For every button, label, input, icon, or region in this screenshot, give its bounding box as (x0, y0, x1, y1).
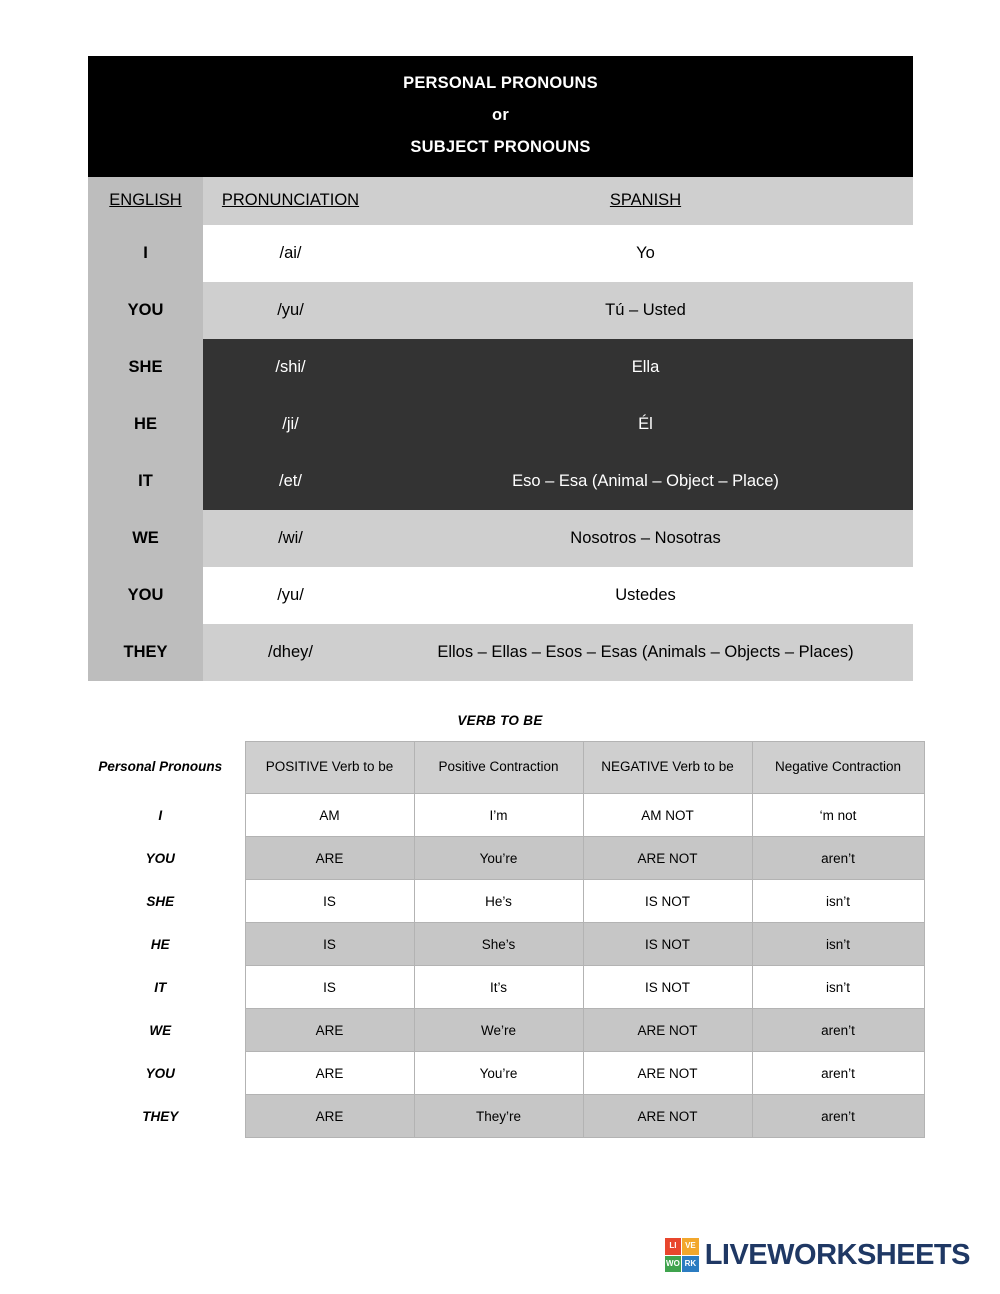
personal-pronouns-table (88, 56, 913, 681)
cell-pronunciation: /shi/ (203, 339, 378, 396)
column-header-positive: POSITIVE Verb to be (245, 742, 414, 794)
cell-english: YOU (88, 567, 203, 624)
cell-spanish: Ellos – Ellas – Esos – Esas (Animals – Objects – Places) (378, 624, 913, 681)
table-title-cell (88, 56, 913, 177)
column-header-negative-contraction: Negative Contraction (752, 742, 924, 794)
logo-cell-li: LI (665, 1238, 682, 1255)
cell-pronunciation: /yu/ (203, 282, 378, 339)
cell-negative-contraction: isn’t (752, 966, 924, 1009)
cell-negative: IS NOT (583, 966, 752, 1009)
verb-to-be-table-container (76, 741, 924, 1138)
cell-english: YOU (88, 282, 203, 339)
cell-pronoun: HE (76, 923, 245, 966)
cell-pronunciation: /dhey/ (203, 624, 378, 681)
cell-positive: ARE (245, 1009, 414, 1052)
cell-positive-contraction: He’s (414, 880, 583, 923)
cell-pronunciation: /ji/ (203, 396, 378, 453)
cell-negative: ARE NOT (583, 1009, 752, 1052)
table-row (88, 282, 913, 339)
brand-name: LIVEWORKSHEETS (704, 1238, 970, 1271)
table-row (76, 1009, 924, 1052)
cell-positive: ARE (245, 837, 414, 880)
cell-pronoun: YOU (76, 837, 245, 880)
table-row (76, 794, 924, 837)
cell-pronunciation: /ai/ (203, 225, 378, 282)
table-row (76, 880, 924, 923)
table-header-row (88, 177, 913, 225)
cell-negative-contraction: ‘m not (752, 794, 924, 837)
cell-positive-contraction: She’s (414, 923, 583, 966)
column-header-positive-contraction: Positive Contraction (414, 742, 583, 794)
cell-english: WE (88, 510, 203, 567)
cell-negative-contraction: aren’t (752, 837, 924, 880)
column-header-spanish: SPANISH (378, 177, 913, 225)
title-line-3: SUBJECT PRONOUNS (410, 138, 591, 157)
cell-pronoun: THEY (76, 1095, 245, 1138)
cell-positive-contraction: You’re (414, 837, 583, 880)
cell-pronunciation: /et/ (203, 453, 378, 510)
cell-positive: ARE (245, 1095, 414, 1138)
liveworksheets-logo-icon (665, 1238, 699, 1272)
logo-cell-ve: VE (682, 1238, 699, 1255)
cell-negative: ARE NOT (583, 1052, 752, 1095)
cell-negative: AM NOT (583, 794, 752, 837)
table-row (88, 225, 913, 282)
table-row (76, 1052, 924, 1095)
cell-spanish: Él (378, 396, 913, 453)
column-header-personal-pronouns: Personal Pronouns (76, 742, 245, 794)
cell-english: SHE (88, 339, 203, 396)
cell-positive: ARE (245, 1052, 414, 1095)
cell-english: I (88, 225, 203, 282)
table-row (88, 396, 913, 453)
cell-spanish: Tú – Usted (378, 282, 913, 339)
table-row (88, 624, 913, 681)
table-row (88, 453, 913, 510)
cell-positive: AM (245, 794, 414, 837)
cell-pronunciation: /wi/ (203, 510, 378, 567)
cell-positive-contraction: I’m (414, 794, 583, 837)
cell-spanish: Yo (378, 225, 913, 282)
cell-spanish: Eso – Esa (Animal – Object – Place) (378, 453, 913, 510)
cell-positive-contraction: We’re (414, 1009, 583, 1052)
cell-english: THEY (88, 624, 203, 681)
table-row (76, 1095, 924, 1138)
cell-negative-contraction: isn’t (752, 880, 924, 923)
cell-negative: IS NOT (583, 880, 752, 923)
column-header-english: ENGLISH (88, 177, 203, 225)
table-row (76, 923, 924, 966)
verb-to-be-section-title: VERB TO BE (457, 713, 543, 728)
table-row (88, 567, 913, 624)
cell-negative-contraction: isn’t (752, 923, 924, 966)
cell-spanish: Nosotros – Nosotras (378, 510, 913, 567)
cell-pronoun: SHE (76, 880, 245, 923)
cell-positive: IS (245, 880, 414, 923)
cell-negative: ARE NOT (583, 837, 752, 880)
title-line-2: or (492, 106, 509, 125)
cell-english: IT (88, 453, 203, 510)
table-title-row (88, 56, 913, 177)
cell-pronoun: YOU (76, 1052, 245, 1095)
table-row (88, 510, 913, 567)
cell-spanish: Ella (378, 339, 913, 396)
cell-negative-contraction: aren’t (752, 1052, 924, 1095)
column-header-negative: NEGATIVE Verb to be (583, 742, 752, 794)
cell-positive-contraction: You’re (414, 1052, 583, 1095)
cell-negative: ARE NOT (583, 1095, 752, 1138)
cell-positive-contraction: It’s (414, 966, 583, 1009)
cell-negative-contraction: aren’t (752, 1095, 924, 1138)
cell-negative: IS NOT (583, 923, 752, 966)
logo-cell-rk: RK (682, 1256, 699, 1273)
table-row (76, 966, 924, 1009)
personal-pronouns-table-container (88, 56, 913, 681)
verb-to-be-table (76, 741, 925, 1138)
table-row (88, 339, 913, 396)
liveworksheets-logo[interactable] (665, 1238, 970, 1272)
cell-negative-contraction: aren’t (752, 1009, 924, 1052)
verb-table-header-row (76, 742, 924, 794)
title-line-1: PERSONAL PRONOUNS (403, 74, 598, 92)
cell-english: HE (88, 396, 203, 453)
column-header-pronunciation: PRONUNCIATION (203, 177, 378, 225)
cell-pronoun: IT (76, 966, 245, 1009)
table-row (76, 837, 924, 880)
logo-cell-wo: WO (665, 1256, 682, 1273)
cell-positive: IS (245, 966, 414, 1009)
cell-pronoun: WE (76, 1009, 245, 1052)
cell-spanish: Ustedes (378, 567, 913, 624)
cell-pronunciation: /yu/ (203, 567, 378, 624)
cell-positive-contraction: They’re (414, 1095, 583, 1138)
cell-pronoun: I (76, 794, 245, 837)
cell-positive: IS (245, 923, 414, 966)
